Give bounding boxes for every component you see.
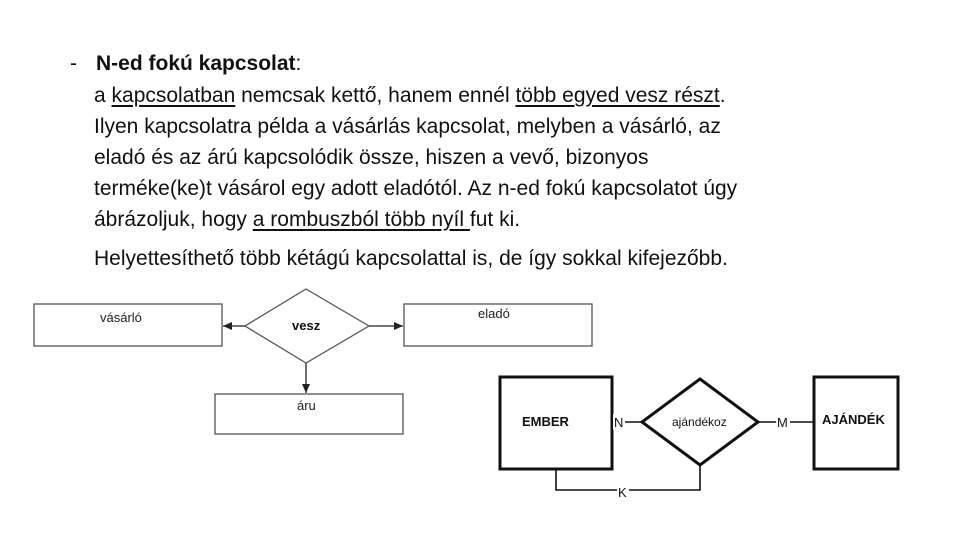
cardinality-k: K	[618, 485, 627, 500]
entity-label-vasarlo: vásárló	[100, 310, 142, 325]
title-colon: :	[295, 52, 302, 75]
text-line-4: terméke(ke)t vásárol egy adott eladótól. Az n-ed fokú kapcsolatot úgy	[94, 177, 738, 200]
text-line-3: eladó és az árú kapcsolódik össze, hiszen a vevő, bizonyos	[94, 146, 649, 169]
text-run: .	[719, 84, 726, 107]
cardinality-m: M	[777, 415, 788, 430]
text-run: fut ki.	[469, 208, 521, 231]
relationship-label-ajandekoz: ajándékoz	[672, 415, 727, 429]
entity-label-ajandek: AJÁNDÉK	[822, 412, 885, 427]
underlined-term: a rombuszból több nyíl	[252, 208, 470, 231]
underlined-term: kapcsolatban	[111, 84, 236, 107]
entity-label-ember: EMBER	[522, 414, 569, 429]
entity-label-aru: áru	[297, 398, 316, 413]
text-run: ábrázoljuk, hogy	[94, 208, 253, 231]
text-line-2: Ilyen kapcsolatra példa a vásárlás kapcsolat, melyben a vásárló, az	[94, 115, 721, 138]
bullet-dash: -	[70, 52, 77, 75]
text-run: nemcsak kettő, hanem ennél	[235, 84, 516, 107]
entity-label-elado: eladó	[478, 306, 510, 321]
underlined-term: több egyed vesz részt	[515, 84, 720, 107]
cardinality-n: N	[614, 415, 624, 430]
text-run: a	[94, 84, 112, 107]
text-line-6: Helyettesíthető több kétágú kapcsolattal is, de így sokkal kifejezőbb.	[94, 247, 728, 270]
relationship-label-vesz: vesz	[292, 318, 321, 333]
title-bold: N-ed fokú kapcsolat	[96, 52, 296, 75]
diagram-ajandekoz	[500, 377, 898, 500]
